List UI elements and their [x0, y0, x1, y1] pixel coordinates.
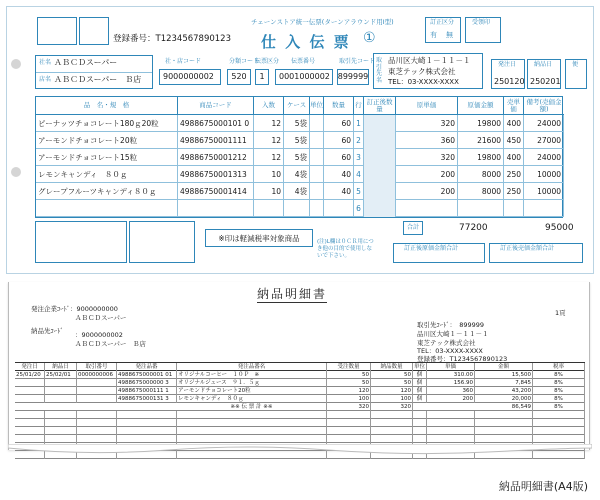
delivery-cell [177, 411, 327, 419]
vendor-label: 取引先名 [376, 57, 383, 84]
item-name: ピーナッツチョコレート180ｇ20粒 [36, 115, 178, 132]
delivery-cell [327, 419, 371, 427]
delivery-cell: 0000000006 [77, 371, 117, 379]
item-size: 4袋 [284, 166, 310, 183]
delivery-cell [45, 427, 77, 435]
delivery-cell [177, 435, 327, 443]
punch-hole [11, 59, 21, 69]
company-label: 社名 [39, 59, 52, 66]
delivery-cell: 8% [533, 371, 585, 379]
delivery-cell [77, 435, 117, 443]
figure-caption: 納品明細書(A4版) [498, 480, 588, 493]
delivery-cell [177, 427, 327, 435]
item-name [36, 200, 178, 217]
vendor-name: 東芝テック株式会社 [388, 67, 456, 76]
item-in [254, 200, 284, 217]
delivery-date-label: 納品日 [534, 61, 553, 68]
item-empty-cell [364, 132, 396, 149]
item-line-number: 2 [354, 132, 364, 149]
delivery-cell: 8% [533, 387, 585, 395]
vendor-tel: TEL：03-XXXX-XXXX [388, 78, 459, 86]
delivery-cell: オリジナルコーヒー １０Ｐ ※ [177, 371, 327, 379]
delivery-cell [15, 379, 45, 387]
delivery-header-cell: 単価 [427, 363, 475, 371]
deliver-code-label: 納品先ｺｰﾄﾞ [31, 327, 64, 335]
item-empty-cell [310, 149, 324, 166]
delivery-cell [77, 379, 117, 387]
delivery-detail-document [8, 282, 590, 450]
item-sell_amt [524, 200, 564, 217]
delivery-cell [117, 427, 177, 435]
header-cost-amount: 原価金額 [458, 97, 504, 115]
item-qty: 60 [324, 149, 354, 166]
order-date-box [491, 59, 525, 89]
item-sell_amt: 24000 [524, 149, 564, 166]
delivery-cell: 個 [413, 379, 427, 387]
delivery-cell: 360 [427, 387, 475, 395]
delivery-table-header [15, 363, 585, 371]
delivery-cell [327, 435, 371, 443]
doc-title: 納品明細書 [257, 287, 328, 301]
delivery-empty-row [15, 427, 585, 435]
cost-total: 77200 [459, 223, 488, 233]
delivery-cell [475, 435, 533, 443]
item-size: 5袋 [284, 115, 310, 132]
receipt-stamp-label: 受領印 [472, 19, 491, 26]
item-sell: 250 [504, 166, 524, 183]
delivery-cell: 100 [371, 395, 413, 403]
delivery-header-cell: 税率 [533, 363, 585, 371]
delivery-total-deliver-qty: 320 [371, 403, 413, 411]
ocr-note: (注)L欄は０ＣＲ用につき他の目的で使用しないで下さい。 [317, 239, 374, 260]
delivery-table-row [15, 387, 585, 395]
delivery-cell: 200 [427, 395, 475, 403]
header-qty: 数量 [324, 97, 354, 115]
item-in: 10 [254, 183, 284, 200]
delivery-cell: 4988675000131 3 [117, 395, 177, 403]
header-corrected-qty: 訂正後数量 [364, 97, 396, 115]
item-in: 12 [254, 115, 284, 132]
item-row [36, 115, 564, 132]
delivery-cell [77, 411, 117, 419]
header-cost-unit: 原単価 [396, 97, 458, 115]
delivery-cell [371, 419, 413, 427]
item-qty: 40 [324, 183, 354, 200]
order-date-label: 発注日 [498, 61, 517, 68]
delivery-header-cell: 納品日 [45, 363, 77, 371]
item-code: 49886750001414 [178, 183, 254, 200]
delivery-cell: 120 [327, 387, 371, 395]
delivery-header-cell: 納品数量 [371, 363, 413, 371]
doc-vendor-code: 取引先ｺｰﾄﾞ： 899999 [417, 321, 485, 329]
delivery-cell [45, 387, 77, 395]
item-line-number: 5 [354, 183, 364, 200]
slip-title: 仕 入 伝 票 [261, 33, 351, 51]
delivery-cell: 4988675000001 01 [117, 371, 177, 379]
header-name: 品 名・規 格 [36, 97, 178, 115]
item-grid [35, 96, 563, 218]
delivery-cell [371, 435, 413, 443]
purchase-slip [6, 6, 594, 274]
item-qty [324, 200, 354, 217]
delivery-total-rate: 8% [533, 403, 585, 411]
item-cost_amt [458, 200, 504, 217]
delivery-cell [77, 419, 117, 427]
delivery-cell [77, 387, 117, 395]
delivery-header-cell: 発注品番名 [177, 363, 327, 371]
delivery-header-cell: 発注日 [15, 363, 45, 371]
correction-no: 無 [446, 31, 453, 39]
delivery-cell: 50 [371, 379, 413, 387]
item-code: 49886750001111 [178, 132, 254, 149]
delivery-cell [413, 411, 427, 419]
item-cost_amt: 21600 [458, 132, 504, 149]
delivery-cell [533, 427, 585, 435]
corrected-cost-total-box [393, 243, 485, 263]
delivery-cell: 120 [371, 387, 413, 395]
delivery-cell [177, 419, 327, 427]
delivery-total-row [15, 403, 585, 411]
delivery-cell: 310.00 [427, 371, 475, 379]
item-sell: 250 [504, 183, 524, 200]
delivery-empty-row [15, 435, 585, 443]
delivery-cell: アーモンドチョコレート20粒 [177, 387, 327, 395]
delivery-cell [533, 411, 585, 419]
item-sell_amt: 10000 [524, 183, 564, 200]
delivery-cell [475, 427, 533, 435]
code-label-slip-type: 伝票区分 [255, 58, 280, 65]
category-code: 520 [227, 69, 251, 85]
delivery-table-row [15, 371, 585, 379]
item-empty-cell [364, 200, 396, 217]
doc-vendor-address: 品川区大崎１－１１－１ [417, 330, 489, 338]
delivery-cell [15, 411, 45, 419]
chain-store-title: チェーンストア統一伝票(ターンアラウンド用Ⅰ型) [251, 18, 394, 26]
delivery-cell [533, 419, 585, 427]
reduced-tax-note: ※印は軽減税率対象商品 [205, 229, 313, 247]
item-row [36, 166, 564, 183]
delivery-total-amount: 86,549 [475, 403, 533, 411]
item-grid-header [36, 97, 564, 115]
receipt-stamp-box [465, 17, 501, 43]
order-date: 250120 [494, 77, 525, 86]
item-row [36, 183, 564, 200]
delivery-cell [45, 435, 77, 443]
header-note: 備考(売価金額) [526, 97, 562, 113]
delivery-cell: 43,200 [475, 387, 533, 395]
delivery-total-label: ※※ 伝 票 計 ※※ [177, 403, 327, 411]
delivery-cell [413, 419, 427, 427]
item-cost [396, 200, 458, 217]
item-cost: 200 [396, 166, 458, 183]
header-product-code: 商品コード [178, 97, 254, 115]
item-sell: 400 [504, 115, 524, 132]
item-line-number: 3 [354, 149, 364, 166]
item-size: 4袋 [284, 183, 310, 200]
delivery-cell: 4988675000000 3 [117, 379, 177, 387]
item-name: アーモンドチョコレート15粒 [36, 149, 178, 166]
delivery-cell: オリジナルジュース ９１．５ｇ [177, 379, 327, 387]
code-label-category: 分類コード [229, 58, 260, 65]
delivery-date: 250201 [530, 77, 561, 86]
delivery-cell: 100 [327, 395, 371, 403]
item-name: アーモンドチョコレート20粒 [36, 132, 178, 149]
store-value: ＡＢＣＤスーパー Ｂ店 [54, 75, 142, 84]
delivery-cell [427, 411, 475, 419]
delivery-cell [117, 435, 177, 443]
delivery-cell [15, 387, 45, 395]
delivery-cell: 8% [533, 395, 585, 403]
delivery-cell: 7,845 [475, 379, 533, 387]
item-empty-cell [364, 149, 396, 166]
delivery-cell: レモンキャンディ ８０ｇ [177, 395, 327, 403]
item-empty-cell [310, 166, 324, 183]
delivery-cell [371, 411, 413, 419]
correction-yes: 有 [430, 31, 437, 39]
doc-vendor-name: 東芝テック株式会社 [417, 339, 476, 347]
item-sell: 450 [504, 132, 524, 149]
torn-edge [8, 444, 592, 458]
item-cost_amt: 19800 [458, 115, 504, 132]
item-code: 4988675000101 0 [178, 115, 254, 132]
item-qty: 40 [324, 166, 354, 183]
code-label-slip-number: 伝票番号 [291, 58, 316, 65]
delivery-cell [117, 411, 177, 419]
delivery-table-row [15, 395, 585, 403]
item-cost: 320 [396, 149, 458, 166]
item-cost_amt: 19800 [458, 149, 504, 166]
doc-vendor-tel: TEL：03-XXXX-XXXX [417, 347, 483, 355]
delivery-cell [45, 411, 77, 419]
delivery-cell: 50 [327, 371, 371, 379]
item-cost_amt: 8000 [458, 183, 504, 200]
delivery-cell [427, 427, 475, 435]
doc-reg-no: 登録番号：T1234567890123 [417, 355, 508, 363]
delivery-cell: 156.90 [427, 379, 475, 387]
header-line: 行 [354, 97, 364, 115]
header-unit: 単位 [310, 97, 324, 115]
delivery-date-box [527, 59, 561, 89]
item-sell_amt: 27000 [524, 132, 564, 149]
vendor-code: 899999 [337, 69, 369, 85]
delivery-cell [371, 427, 413, 435]
code-label-company-store: 社・店コード [165, 58, 202, 65]
corrected-sell-total-box [489, 243, 583, 263]
delivery-cell [45, 395, 77, 403]
store-label: 店名 [39, 76, 52, 83]
delivery-cell [15, 435, 45, 443]
item-size [284, 200, 310, 217]
item-cost: 320 [396, 115, 458, 132]
punch-hole [11, 167, 21, 177]
item-sell_amt: 24000 [524, 115, 564, 132]
delivery-cell: 25/02/01 [45, 371, 77, 379]
delivery-cell [475, 411, 533, 419]
item-line-number: 1 [354, 115, 364, 132]
item-name: レモンキャンディ ８０ｇ [36, 166, 178, 183]
delivery-cell [15, 395, 45, 403]
delivery-cell [15, 419, 45, 427]
route-label: 便 [572, 61, 579, 68]
item-sell: 400 [504, 149, 524, 166]
item-empty-cell [364, 166, 396, 183]
corrected-sell-total-label: 訂正後売価金額合計 [500, 245, 555, 252]
item-in: 10 [254, 166, 284, 183]
vendor-box [373, 53, 483, 89]
code-label-vendor: 取引先コード [339, 58, 376, 65]
delivery-header-cell: 取引番号 [77, 363, 117, 371]
vendor-address: 品川区大崎１－１１－１ [388, 56, 471, 65]
item-empty-cell [310, 132, 324, 149]
delivery-empty-row [15, 411, 585, 419]
company-value: ＡＢＣＤスーパー [54, 58, 118, 67]
company-store-box [35, 55, 153, 89]
item-row [36, 149, 564, 166]
item-code [178, 200, 254, 217]
item-row [36, 132, 564, 149]
delivery-cell [327, 427, 371, 435]
item-empty-cell [310, 183, 324, 200]
form-number: ① [363, 30, 376, 46]
total-label: 合計 [403, 221, 423, 235]
header-qty-in: 入数 [254, 97, 284, 115]
deliver-code: ：9000000002 [75, 331, 123, 339]
item-cost_amt: 8000 [458, 166, 504, 183]
item-row [36, 200, 564, 217]
delivery-cell [413, 435, 427, 443]
item-empty-cell [364, 183, 396, 200]
delivery-cell [117, 419, 177, 427]
slip-number: 0001000002 [275, 69, 333, 85]
item-empty-cell [310, 115, 324, 132]
delivery-cell [45, 419, 77, 427]
item-cost: 360 [396, 132, 458, 149]
delivery-header-cell: 単位 [414, 364, 426, 370]
delivery-cell: 個 [413, 371, 427, 379]
delivery-cell [45, 379, 77, 387]
deliver-name: ＡＢＣＤスーパー Ｂ店 [75, 340, 146, 348]
company-store-code: 9000000002 [159, 69, 221, 85]
bottom-box-mid [129, 221, 195, 263]
delivery-cell: 50 [371, 371, 413, 379]
correction-box [425, 17, 461, 43]
item-qty: 60 [324, 132, 354, 149]
item-line-number: 6 [354, 200, 364, 217]
item-in: 12 [254, 149, 284, 166]
slip-type-code: 1 [255, 69, 269, 85]
delivery-empty-row [15, 419, 585, 427]
delivery-cell: 個 [413, 387, 427, 395]
route-box [565, 59, 587, 89]
item-cost: 200 [396, 183, 458, 200]
delivery-cell [327, 411, 371, 419]
delivery-cell [413, 427, 427, 435]
delivery-cell: 25/01/20 [15, 371, 45, 379]
item-empty-cell [310, 200, 324, 217]
delivery-cell [427, 435, 475, 443]
item-qty: 60 [324, 115, 354, 132]
item-name: グレープフルーツキャンディ８０ｇ [36, 183, 178, 200]
delivery-header-cell: 受注数量 [327, 363, 371, 371]
header-case: ケース [284, 97, 310, 115]
item-sell_amt: 10000 [524, 166, 564, 183]
bottom-box-left [35, 221, 127, 263]
delivery-total-order-qty: 320 [327, 403, 371, 411]
corner-box [37, 17, 77, 45]
item-in: 12 [254, 132, 284, 149]
item-code: 49886750001313 [178, 166, 254, 183]
correction-label: 訂正区分 [430, 19, 455, 26]
delivery-cell [427, 419, 475, 427]
sell-total: 95000 [545, 223, 574, 233]
registration-number: 登録番号：T1234567890123 [113, 34, 231, 44]
delivery-cell [77, 427, 117, 435]
delivery-cell [15, 427, 45, 435]
delivery-cell: 15,500 [475, 371, 533, 379]
delivery-cell: 8% [533, 379, 585, 387]
corner-box [79, 17, 109, 45]
delivery-cell: 20,000 [475, 395, 533, 403]
orderer-name: ＡＢＣＤスーパー [75, 314, 127, 322]
delivery-cell: 50 [327, 379, 371, 387]
item-empty-cell [364, 115, 396, 132]
delivery-header-cell: 金額 [475, 363, 533, 371]
delivery-header-cell: 発注品番 [117, 363, 177, 371]
header-sell-unit: 売単価 [504, 97, 524, 115]
doc-page: 1頁 [555, 309, 566, 317]
delivery-table-row [15, 379, 585, 387]
delivery-cell [77, 395, 117, 403]
item-sell [504, 200, 524, 217]
delivery-cell [533, 435, 585, 443]
item-size: 5袋 [284, 149, 310, 166]
delivery-cell: 4988675000111 1 [117, 387, 177, 395]
item-size: 5袋 [284, 132, 310, 149]
corrected-cost-total-label: 訂正後原価金額合計 [404, 245, 459, 252]
orderer-code: 発注企業ｺｰﾄﾞ：9000000000 [31, 305, 118, 313]
item-line-number: 4 [354, 166, 364, 183]
delivery-cell [475, 419, 533, 427]
item-code: 49886750001212 [178, 149, 254, 166]
delivery-cell: 個 [413, 395, 427, 403]
